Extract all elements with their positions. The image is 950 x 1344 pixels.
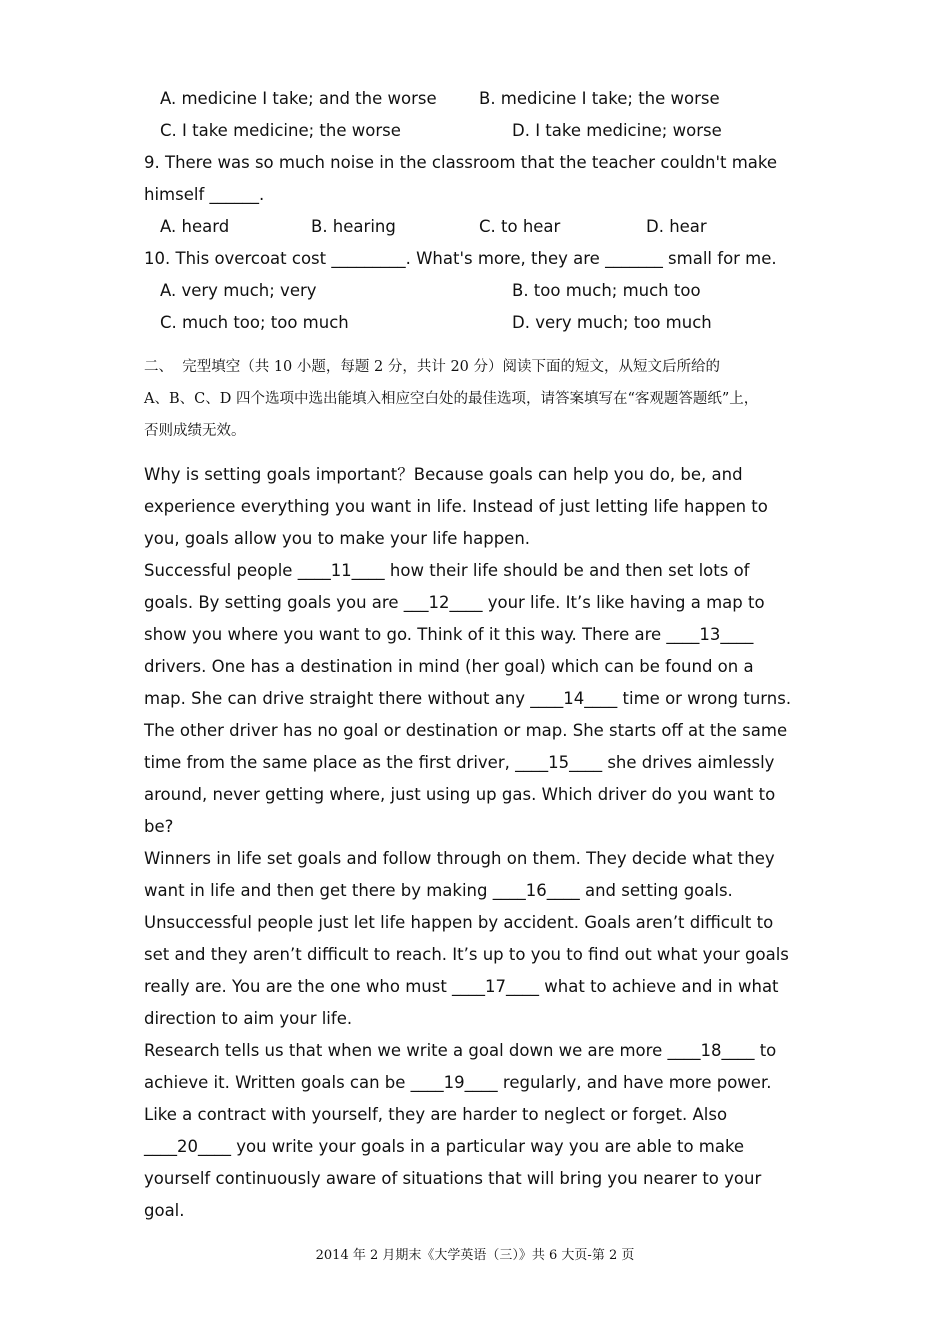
passage-line: ____20____ you write your goals in a particular way you are able to make — [144, 1137, 745, 1156]
passage-line: achieve it. Written goals can be ____19____ regularly, and have more power. — [144, 1073, 772, 1092]
passage-line: experience everything you want in life. Instead of just letting life happen to — [144, 497, 768, 516]
passage-line: around, never getting where, just using up gas. Which driver do you want to — [144, 785, 776, 804]
passage-line: set and they aren’t difficult to reach. It’s up to you to find out what your goals — [144, 945, 789, 964]
passage-line: goals. By setting goals you are ___12____ your life. It’s like having a map to — [144, 593, 765, 612]
passage-line: Unsuccessful people just let life happen by accident. Goals aren’t difficult to — [144, 913, 774, 932]
q10-option-d: D. very much; too much — [512, 313, 712, 332]
q9-stem-line2: himself ______. — [144, 185, 265, 204]
q10-option-b: B. too much; much too — [512, 281, 701, 300]
q10-stem: 10. This overcoat cost _________. What's more, they are _______ small for me. — [144, 249, 777, 268]
passage-line: Winners in life set goals and follow through on them. They decide what they — [144, 849, 775, 868]
passage-line: goal. — [144, 1201, 185, 1220]
passage-line: map. She can drive straight there without any ____14____ time or wrong turns. — [144, 689, 792, 708]
passage-line: yourself continuously aware of situations that will bring you nearer to your — [144, 1169, 762, 1188]
passage-line: show you where you want to go. Think of it this way. There are ____13____ — [144, 625, 754, 644]
passage-line: Why is setting goals important？Because goals can help you do, be, and — [144, 465, 743, 484]
q8-option-b: B. medicine I take; the worse — [479, 89, 720, 108]
q8-option-c: C. I take medicine; the worse — [160, 121, 401, 140]
page-footer: 2014 年 2 月期末《大学英语（三）》共 6 大页-第 2 页 — [315, 1248, 635, 1263]
section2-heading-line1: 二、 完型填空（共 10 小题，每题 2 分，共计 20 分）阅读下面的短文，从短文后所给的 — [144, 359, 720, 375]
passage-line: The other driver has no goal or destination or map. She starts off at the same — [144, 721, 788, 740]
passage-line: be? — [144, 817, 174, 836]
passage-line: Like a contract with yourself, they are harder to neglect or forget. Also — [144, 1105, 728, 1124]
q10-option-a: A. very much; very — [160, 281, 317, 300]
q9-option-c: C. to hear — [479, 217, 561, 236]
section2-heading-line2: A、B、C、D 四个选项中选出能填入相应空白处的最佳选项，请答案填写在“客观题答题纸”上， — [144, 391, 759, 407]
q10-option-c: C. much too; too much — [160, 313, 349, 332]
q9-option-d: D. hear — [646, 217, 707, 236]
q8-option-a: A. medicine I take; and the worse — [160, 89, 437, 108]
passage-line: time from the same place as the first driver, ____15____ she drives aimlessly — [144, 753, 775, 772]
passage-line: want in life and then get there by making ____16____ and setting goals. — [144, 881, 733, 900]
q9-stem-line1: 9. There was so much noise in the classroom that the teacher couldn't make — [144, 153, 778, 172]
passage-line: drivers. One has a destination in mind (her goal) which can be found on a — [144, 657, 754, 676]
q9-option-a: A. heard — [160, 217, 230, 236]
passage-line: Research tells us that when we write a goal down we are more ____18____ to — [144, 1041, 777, 1060]
passage-line: you, goals allow you to make your life happen. — [144, 529, 531, 548]
passage-line: really are. You are the one who must ____17____ what to achieve and in what — [144, 977, 779, 996]
q9-option-b: B. hearing — [311, 217, 396, 236]
section2-heading-line3: 否则成绩无效。 — [144, 423, 246, 439]
q8-option-d: D. I take medicine; worse — [512, 121, 722, 140]
passage-line: Successful people ____11____ how their life should be and then set lots of — [144, 561, 750, 580]
passage-line: direction to aim your life. — [144, 1009, 353, 1028]
